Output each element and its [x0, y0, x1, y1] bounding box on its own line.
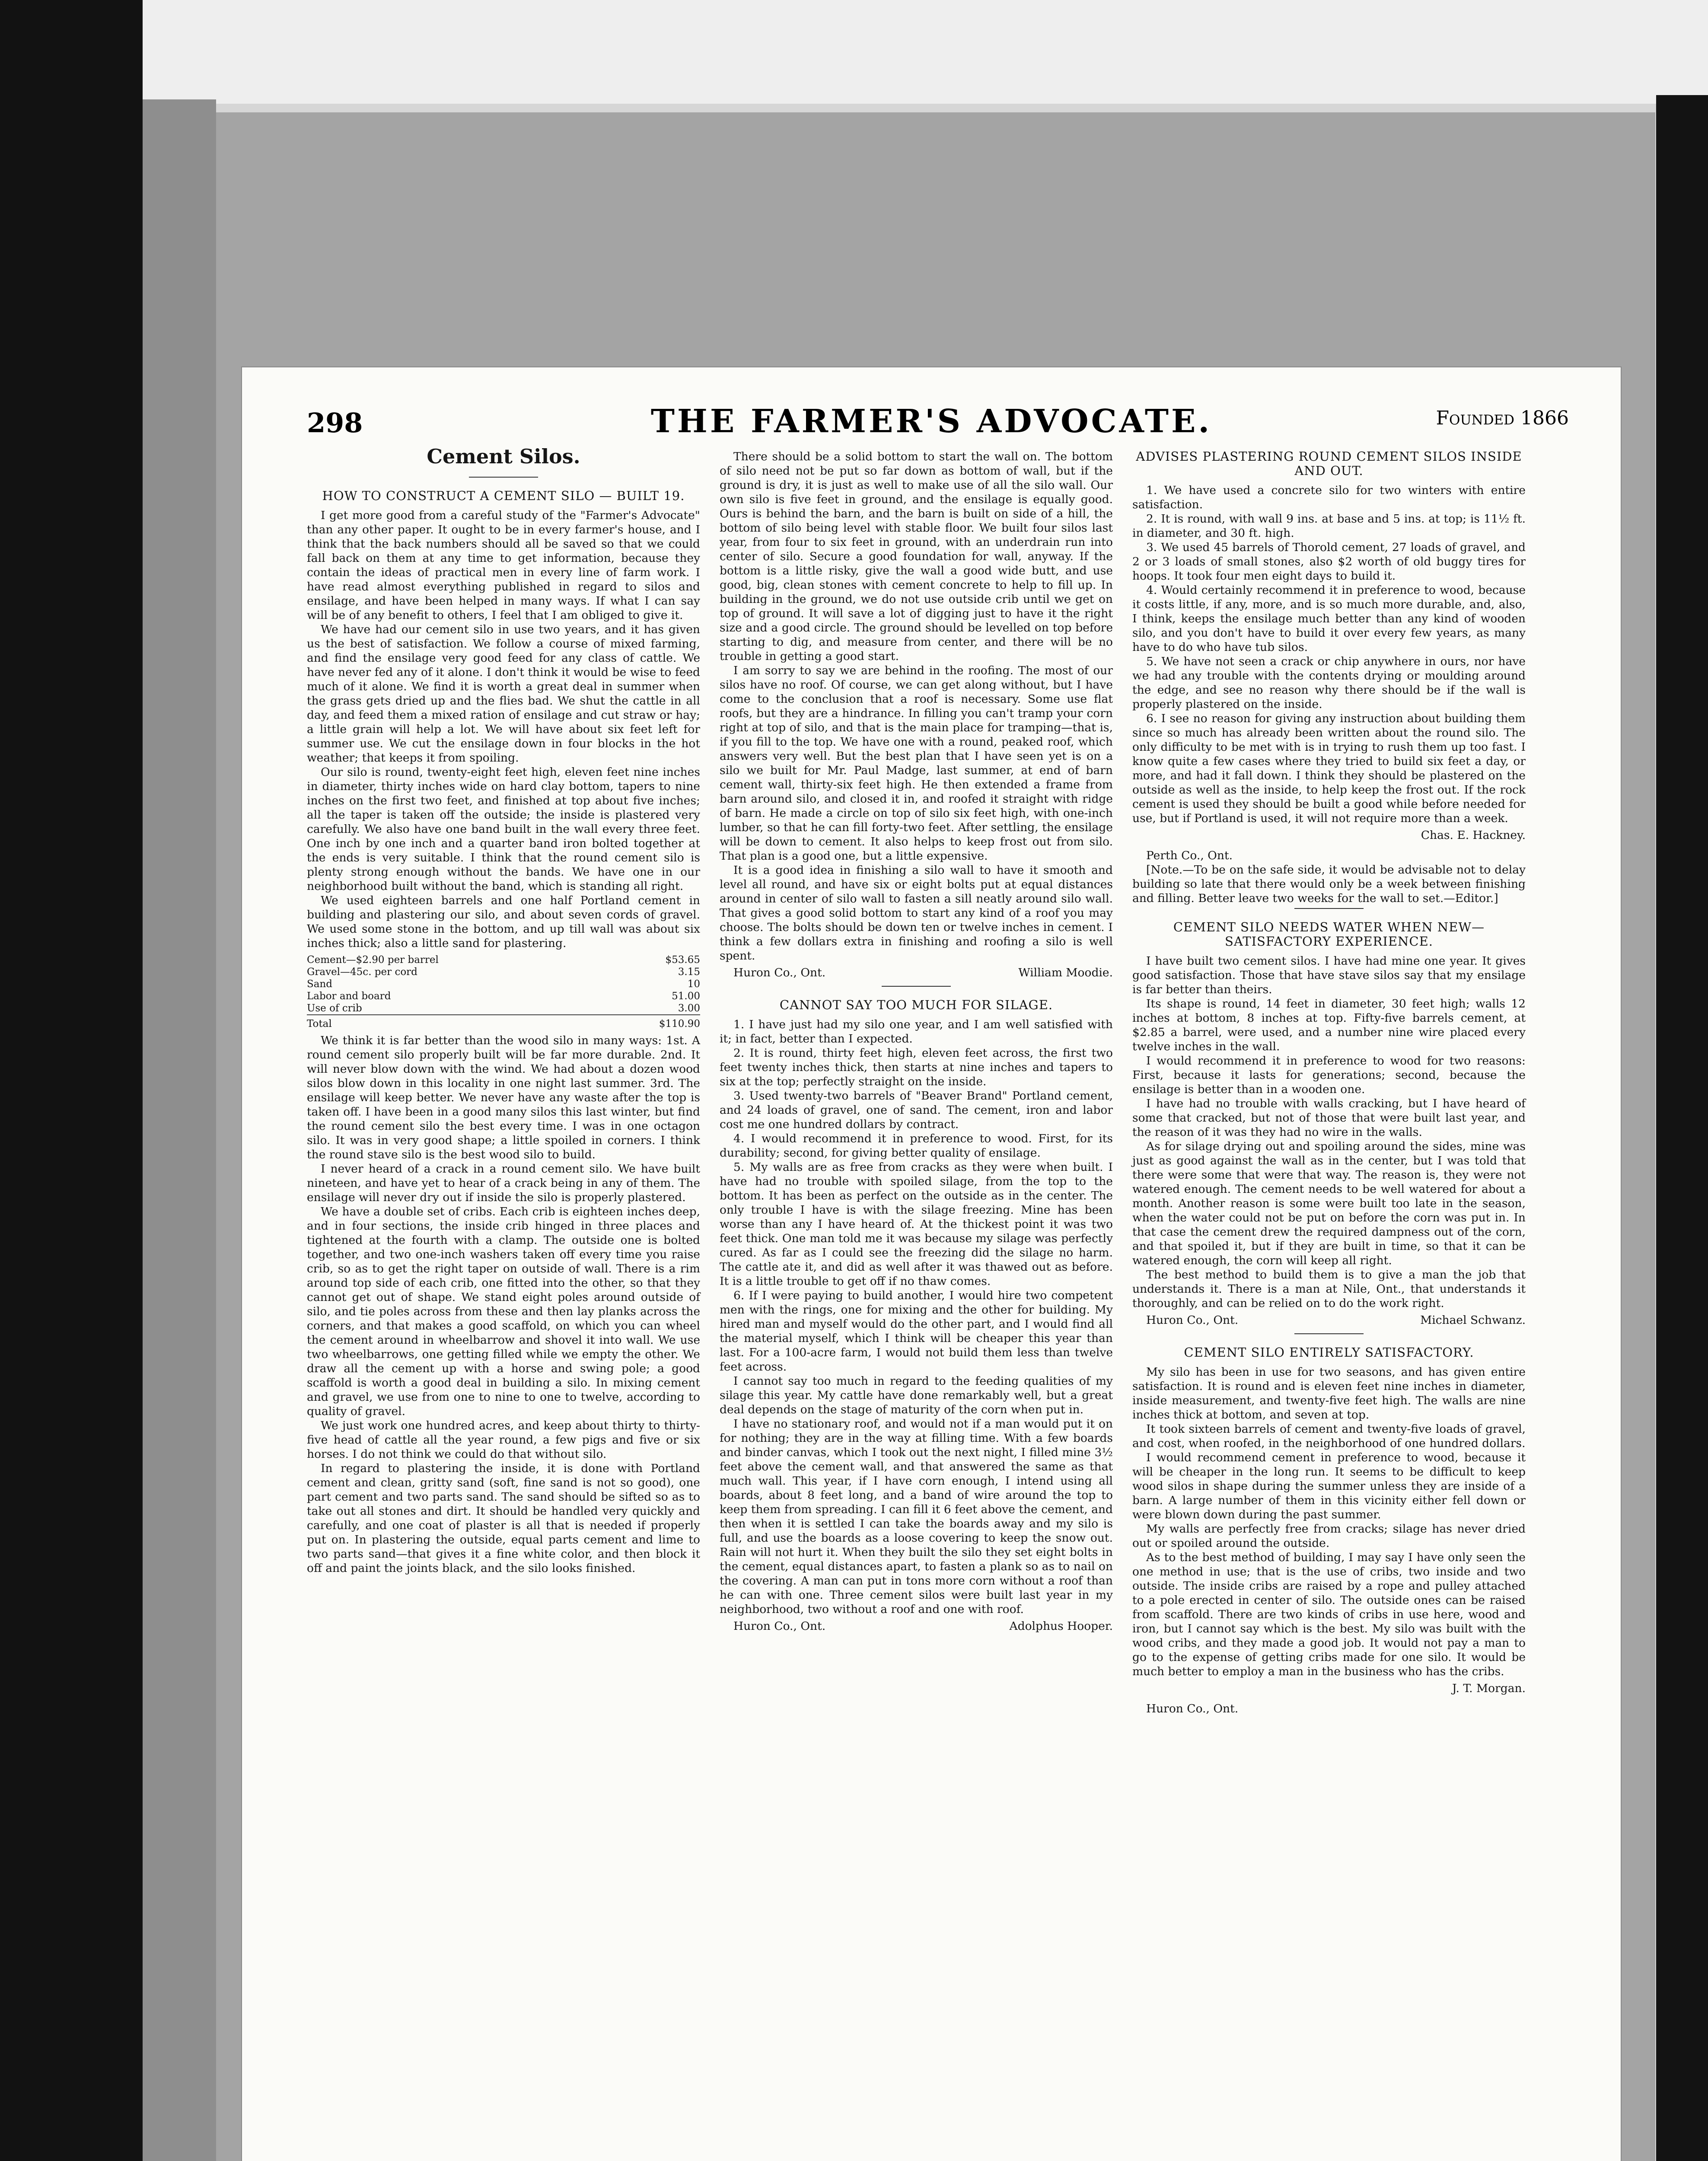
- founded-year: Founded 1866: [1436, 407, 1569, 429]
- section-rule: [1294, 1333, 1364, 1334]
- paragraph: As to the best method of building, I may say I have only seen the one method in use; that is the use of cribs, two inside and two outside. The inside cribs are raised by a rope and pulley attached to a pole erected in center of silo. The outside ones can be raised from scaffold. There are two kinds of cribs in use here, wood and iron, but I cannot say which is the best. My silo was built with the wood cribs, and they made a good job. It would not pay a man to go to the expense of getting cribs made for one silo. It would be much better to employ a man in the business who has the cribs.: [1132, 1551, 1526, 1678]
- scanner-right-border: [1656, 95, 1708, 2161]
- cost-total-label: Total: [307, 1015, 607, 1030]
- paragraph: I have built two cement silos. I have had mine one year. It gives good satisfaction. Those that have stave silos say that my ensilage is far better than theirs.: [1132, 954, 1526, 996]
- cost-amount: 3.15: [678, 966, 700, 978]
- cost-total-amount: $110.90: [607, 1015, 700, 1030]
- cost-amount: 3.00: [678, 1003, 700, 1014]
- signature-line: [1132, 1313, 1526, 1327]
- paragraph: 6. If I were paying to build another, I would hire two competent men with the rings, one for mixing and the other for building. My hired man and myself would do the other part, and I would find all the material myself, which I think will be cheaper this year than last. For a 100-acre farm, I would not build them less than twelve feet across.: [720, 1289, 1113, 1374]
- section-heading: CEMENT SILO ENTIRELY SATISFACTORY.: [1184, 1345, 1474, 1360]
- page-header: [242, 367, 1621, 440]
- signature-place: Perth Co., Ont.: [1146, 849, 1233, 862]
- paragraph: We just work one hundred acres, and keep about thirty to thirty-five head of cattle all the year round, a few pigs and five or six horses. I do not think we could do that without silo.: [307, 1419, 700, 1461]
- cost-item: Use of crib: [307, 1003, 362, 1014]
- paragraph: Our silo is round, twenty-eight feet high, eleven feet nine inches in diameter, thirty inches wide on hard clay bottom, tapers to nine inches on the first two feet, and finished at top about five inches; all the taper is taken off the outside; the inside is plastered very carefully. We also have one band built in the wall every three feet. One inch by one inch and a quarter band iron bolted together at the ends is very suitable. I think that the round cement silo is plenty strong enough without the bands. We have one in our neighborhood built without the band, which is standing all right.: [307, 765, 700, 893]
- article-title: Cement Silos.: [427, 445, 580, 468]
- paragraph: We think it is far better than the wood silo in many ways: 1st. A round cement silo properly built will be far more durable. 2nd. It will never blow down with the wind. We had about a dozen wood silos blow down in this locality in one night last summer. 3rd. The ensilage will keep better. We never have any waste after the top is taken off. I have been in a good many silos this last winter, but find the round cement silo the best every time. I was in one octagon silo. It was in very good shape; a little spoiled in corners. I think the round stave silo is the best wood silo to build.: [307, 1034, 700, 1161]
- signature-place: Huron Co., Ont.: [733, 1619, 826, 1633]
- cost-row: [307, 990, 700, 1002]
- signature-line: [720, 966, 1113, 980]
- paragraph: It took sixteen barrels of cement and twenty-five loads of gravel, and cost, when roofed, in the neighborhood of one hundred dollars.: [1132, 1422, 1526, 1450]
- cost-row: [307, 954, 700, 966]
- paragraph: 6. I see no reason for giving any instruction about building them since so much has already been written about the round silo. The only difficulty to be met with is in trying to rush them up too fast. I know quite a few cases where they tried to build six feet a day, or more, and had it fall down. I think they should be plastered on the outside as well as the inside, to help keep the frost out. If the rock cement is used they should be built a good while before needed for use, but if Portland is used, it will not require more than a week.: [1132, 712, 1526, 825]
- column-2: [720, 449, 1113, 1639]
- paragraph: We have had our cement silo in use two years, and it has given us the best of satisfaction. We follow a course of mixed farming, and find the ensilage very good feed for any class of cattle. We have never fed any of it alone. I don't think it would be wise to feed much of it alone. We find it is worth a great deal in summer when the grass gets dried up and the flies bad. We shut the cattle in all day, and feed them a mixed ration of ensilage and cut straw or hay; a little grain will help a lot. We will have about six feet left for summer use. We cut the ensilage down in four blocks in the hot weather; that keeps it from spoiling.: [307, 623, 700, 765]
- cost-total-row: [307, 1015, 700, 1030]
- paragraph: I have had no trouble with walls cracking, but I have heard of some that cracked, but not of those that were built last year, and the reason of it was they had no wire in the walls.: [1132, 1097, 1526, 1139]
- cost-row: [307, 978, 700, 990]
- cost-amount: $53.65: [665, 954, 700, 966]
- signature-name: J. T. Morgan.: [1452, 1682, 1526, 1695]
- paragraph: Its shape is round, 14 feet in diameter, 30 feet high; walls 12 inches at bottom, 8 inches at top. Fifty-five barrels cement, at $2.85 a barrel, were used, and a number nine wire placed every twelve inches in the wall.: [1132, 997, 1526, 1053]
- column-1: [307, 445, 700, 1575]
- paragraph: My walls are perfectly free from cracks; silage has never dried out or spoiled around the outside.: [1132, 1522, 1526, 1550]
- paragraph: In regard to plastering the inside, it is done with Portland cement and clean, gritty sand (soft, fine sand is not so good), one part cement and two parts sand. The sand should be sifted so as to take out all stones and dirt. It should be handled very quickly and carefully, and one coat of plaster is all that is needed if properly put on. In plastering the outside, equal parts cement and lime to two parts sand—that gives it a fine white color, and then block it off and paint the joints black, and the silo looks finished.: [307, 1462, 700, 1575]
- cost-item: Labor and board: [307, 991, 391, 1002]
- paragraph: 5. We have not seen a crack or chip anywhere in ours, nor have we had any trouble with the contents drying or moulding around the edge, and see no reason why there should be if the wall is properly plastered on the inside.: [1132, 655, 1526, 711]
- paragraph: I never heard of a crack in a round cement silo. We have built nineteen, and have yet to hear of a crack being in any of them. The ensilage will never dry out if inside the silo is properly plastered.: [307, 1162, 700, 1204]
- paragraph: 3. Used twenty-two barrels of "Beaver Brand" Portland cement, and 24 loads of gravel, one of sand. The cement, iron and labor cost me one hundred dollars by contract.: [720, 1089, 1113, 1131]
- scanner-left-border: [0, 0, 143, 2161]
- paragraph: 1. We have used a concrete silo for two winters with entire satisfaction.: [1132, 484, 1526, 511]
- paragraph: 2. It is round, with wall 9 ins. at base and 5 ins. at top; is 11½ ft. in diameter, and 30 ft. high.: [1132, 512, 1526, 540]
- paragraph: There should be a solid bottom to start the wall on. The bottom of silo need not be put so far down as bottom of wall, but if the ground is dry, it is just as well to make use of all the silo wall. Our own silo is five feet in ground, and the ensilage is equally good. Ours is behind the barn, and the barn is built on side of a hill, the bottom of silo being level with stable floor. We built four silos last year, from four to six feet in ground, with an underdrain run into center of silo. Secure a good foundation for wall, anyway. If the bottom is a little risky, give the wall a good wide butt, and use good, big, clean stones with cement concrete to help to fill up. In building in the ground, we do not use outside crib until we get on top of ground. It will save a lot of digging just to have it the right size and a good circle. The ground should be levelled on top before starting to dig, and measure from center, and there will be no trouble in getting a good start.: [720, 450, 1113, 663]
- paragraph: The best method to build them is to give a man the job that understands it. There is a man at Nile, Ont., that understands it thoroughly, and can be relied on to do the work right.: [1132, 1268, 1526, 1310]
- section-heading: CANNOT SAY TOO MUCH FOR SILAGE.: [779, 998, 1053, 1012]
- paragraph: We have a double set of cribs. Each crib is eighteen inches deep, and in four sections, the inside crib hinged in three places and tightened at the fourth with a clamp. The outside one is bolted together, and two one-inch washers taken off every time you raise crib, so as to get the right taper on outside of wall. There is a rim around top side of each crib, one fitted into the other, so that they cannot get out of shape. We stand eight poles around outside of silo, and tie poles across from these and then lay planks across the corners, and that makes a good scaffold, on which you can wheel the cement around in wheelbarrow and shovel it into wall. We use two wheelbarrows, one getting filled while we empty the other. We draw all the cement up with a horse and swing pole; a good scaffold is worth a good deal in building a silo. In mixing cement and gravel, we use from one to nine to one to twelve, according to quality of gravel.: [307, 1205, 700, 1418]
- section-rule: [882, 986, 951, 987]
- paragraph: 4. I would recommend it in preference to wood. First, for its durability; second, for giving better quality of ensilage.: [720, 1132, 1113, 1160]
- signature-line: [720, 1619, 1113, 1633]
- paragraph: We used eighteen barrels and one half Portland cement in building and plastering our silo, and about seven cords of gravel. We used some stone in the bottom, and up till wall was about six inches thick; also a little sand for plastering.: [307, 894, 700, 950]
- title-rule: [469, 477, 538, 478]
- signature-line: [1132, 828, 1526, 842]
- cost-item: Sand: [307, 979, 333, 990]
- scanner-left-shadow: [143, 99, 216, 2161]
- scanner-top-margin: [0, 0, 1708, 104]
- paragraph: 2. It is round, thirty feet high, eleven feet across, the first two feet twenty inches thick, then starts at nine inches and tapers to six at the top; perfectly straight on the inside.: [720, 1046, 1113, 1088]
- editor-note: [Note.—To be on the safe side, it would be advisable not to delay building so late that there would only be a week between finishing and filling. Better leave two weeks for the wall to set.—Editor.]: [1132, 863, 1526, 905]
- paragraph: 5. My walls are as free from cracks as they were when built. I have had no trouble with spoiled silage, from the top to the bottom. It has been as perfect on the outside as in the center. The only trouble I have is with the silage freezing. Mine has been worse than any I have heard of. At the thickest point it was two feet thick. One man told me it was because my silage was perfectly cured. As far as I could see the freezing did the silage no harm. The cattle ate it, and did as well after it was thawed out as before. It is a little trouble to get off if no thaw comes.: [720, 1160, 1113, 1288]
- paragraph: I cannot say too much in regard to the feeding qualities of my silage this year. My cattle have done remarkably well, but a great deal depends on the stage of maturity of the corn when put in.: [720, 1374, 1113, 1416]
- paragraph: I am sorry to say we are behind in the roofing. The most of our silos have no roof. Of course, we can get along without, but I have come to the conclusion that a roof is necessary. Some use flat roofs, but they are a hindrance. In filling you can't tramp your corn right at top of silo, and that is the main place for tramping—that is, if you fill to the top. We have one with a round, peaked roof, which answers very well. But the best plan that I have seen yet is on a silo we built for Mr. Paul Madge, last summer, at end of barn cement wall, thirty-six feet high. He then extended a frame from barn around silo, and closed it in, and roofed it straight with ridge of barn. He made a circle on top of silo six feet high, with one-inch lumber, so that he can fill forty-two feet. After settling, the ensilage will be down to cement. It also helps to keep frost out from silo. That plan is a good one, but a little expensive.: [720, 664, 1113, 863]
- section-heading: CEMENT SILO NEEDS WATER WHEN NEW—SATISFACTORY EXPERIENCE.: [1173, 920, 1485, 949]
- cost-row: [307, 1002, 700, 1015]
- paragraph: I have no stationary roof, and would not if a man would put it on for nothing; they are in the way at filling time. With a few boards and binder canvas, which I took out the next night, I filled mine 3½ feet above the cement wall, and that answered the same as that much wall. This year, if I have corn enough, I intend using all boards, about 8 feet long, and a band of wire around the top to keep them from spreading. I can fill it 6 feet above the cement, and then when it is settled I can take the boards away and my silo is full, and use the boards as a loose covering to keep the snow out. Rain will not hurt it. When they built the silo they set eight bolts in the cement, equal distances apart, to fasten a plank so as to nail on the covering. A man can put in tons more corn without a roof than he can with one. Three cement silos were built last year in my neighborhood, two without a roof and one with roof.: [720, 1417, 1113, 1616]
- signature-name: Adolphus Hooper.: [1009, 1619, 1113, 1633]
- paragraph: My silo has been in use for two seasons, and has given entire satisfaction. It is round and is eleven feet nine inches in diameter, inside measurement, and twenty-five feet high. The walls are nine inches thick at bottom, and seven at top.: [1132, 1365, 1526, 1422]
- signature-place: Huron Co., Ont.: [733, 966, 826, 979]
- section-heading: ADVISES PLASTERING ROUND CEMENT SILOS INSIDE AND OUT.: [1136, 449, 1522, 478]
- cost-amount: 10: [687, 979, 700, 990]
- cost-amount: 51.00: [672, 991, 700, 1002]
- paragraph: I get more good from a careful study of the "Farmer's Advocate" than any other paper. It ought to be in every farmer's house, and I think that the back numbers should all be saved so that we could fall back on them at any time to get information, because they contain the ideas of practical men in every line of farm work. I have read almost everything published in regard to silos and ensilage, and have been helped in many ways. If what I can say will be of any benefit to others, I feel that I am obliged to give it.: [307, 509, 700, 622]
- cost-item: Gravel—45c. per cord: [307, 966, 417, 978]
- paragraph: 1. I have just had my silo one year, and I am well satisfied with it; in fact, better than I expected.: [720, 1018, 1113, 1045]
- cost-item: Cement—$2.90 per barrel: [307, 954, 439, 966]
- signature-line: [1132, 1681, 1526, 1696]
- signature-name: Chas. E. Hackney.: [1421, 829, 1526, 842]
- page-number: 298: [307, 407, 363, 439]
- section-rule: [1294, 908, 1364, 909]
- signature-name: Michael Schwanz.: [1420, 1313, 1526, 1327]
- paragraph: It is a good idea in finishing a silo wall to have it smooth and level all round, and have six or eight bolts put at equal distances around in center of silo wall to fasten a sill neatly around silo wall. That gives a good solid bottom to start any kind of a roof you may choose. The bolts should be down ten or twelve inches in cement. I think a few dollars extra in finishing and roofing a silo is well spent.: [720, 864, 1113, 963]
- paragraph: As for silage drying out and spoiling around the sides, mine was just as good against the wall as in the center, but I was told that there were some that were that way. The reason is, they were not watered enough. The cement needs to be well watered for about a month. Another reason is some were built too late in the season, when the water could not be put on before the corn was put in. In that case the cement drew the required dampness out of the corn, and that spoiled it, but if they are built in time, so that it can be watered enough, the corn will keep all right.: [1132, 1140, 1526, 1267]
- section-heading: HOW TO CONSTRUCT A CEMENT SILO — BUILT 19.: [322, 488, 685, 503]
- paragraph: 4. Would certainly recommend it in preference to wood, because it costs little, if any, more, and is so much more durable, and, also, I think, keeps the ensilage much better than any kind of wooden silo, and you don't have to build it over every few years, as many have to do who have tub silos.: [1132, 583, 1526, 654]
- paragraph: I would recommend it in preference to wood for two reasons: First, because it lasts for generations; second, because the ensilage is better than in a wooden one.: [1132, 1054, 1526, 1096]
- newspaper-page: [242, 367, 1621, 2161]
- cost-table: [307, 954, 700, 1030]
- signature-name: William Moodie.: [1018, 966, 1113, 979]
- masthead-title: THE FARMER'S ADVOCATE.: [650, 403, 1212, 440]
- cost-row: [307, 966, 700, 978]
- paragraph: 3. We used 45 barrels of Thorold cement, 27 loads of gravel, and 2 or 3 loads of small stones, also $2 worth of old buggy tires for hoops. It took four men eight days to build it.: [1132, 541, 1526, 583]
- paragraph: I would recommend cement in preference to wood, because it will be cheaper in the long run. It seems to be difficult to keep wood silos in shape during the summer unless they are inside of a barn. A large number of them in this vicinity either fell down or were blown down during the past summer.: [1132, 1451, 1526, 1521]
- signature-place: Huron Co., Ont.: [1146, 1702, 1239, 1715]
- signature-place: Huron Co., Ont.: [1146, 1313, 1239, 1327]
- column-3: [1132, 449, 1526, 1716]
